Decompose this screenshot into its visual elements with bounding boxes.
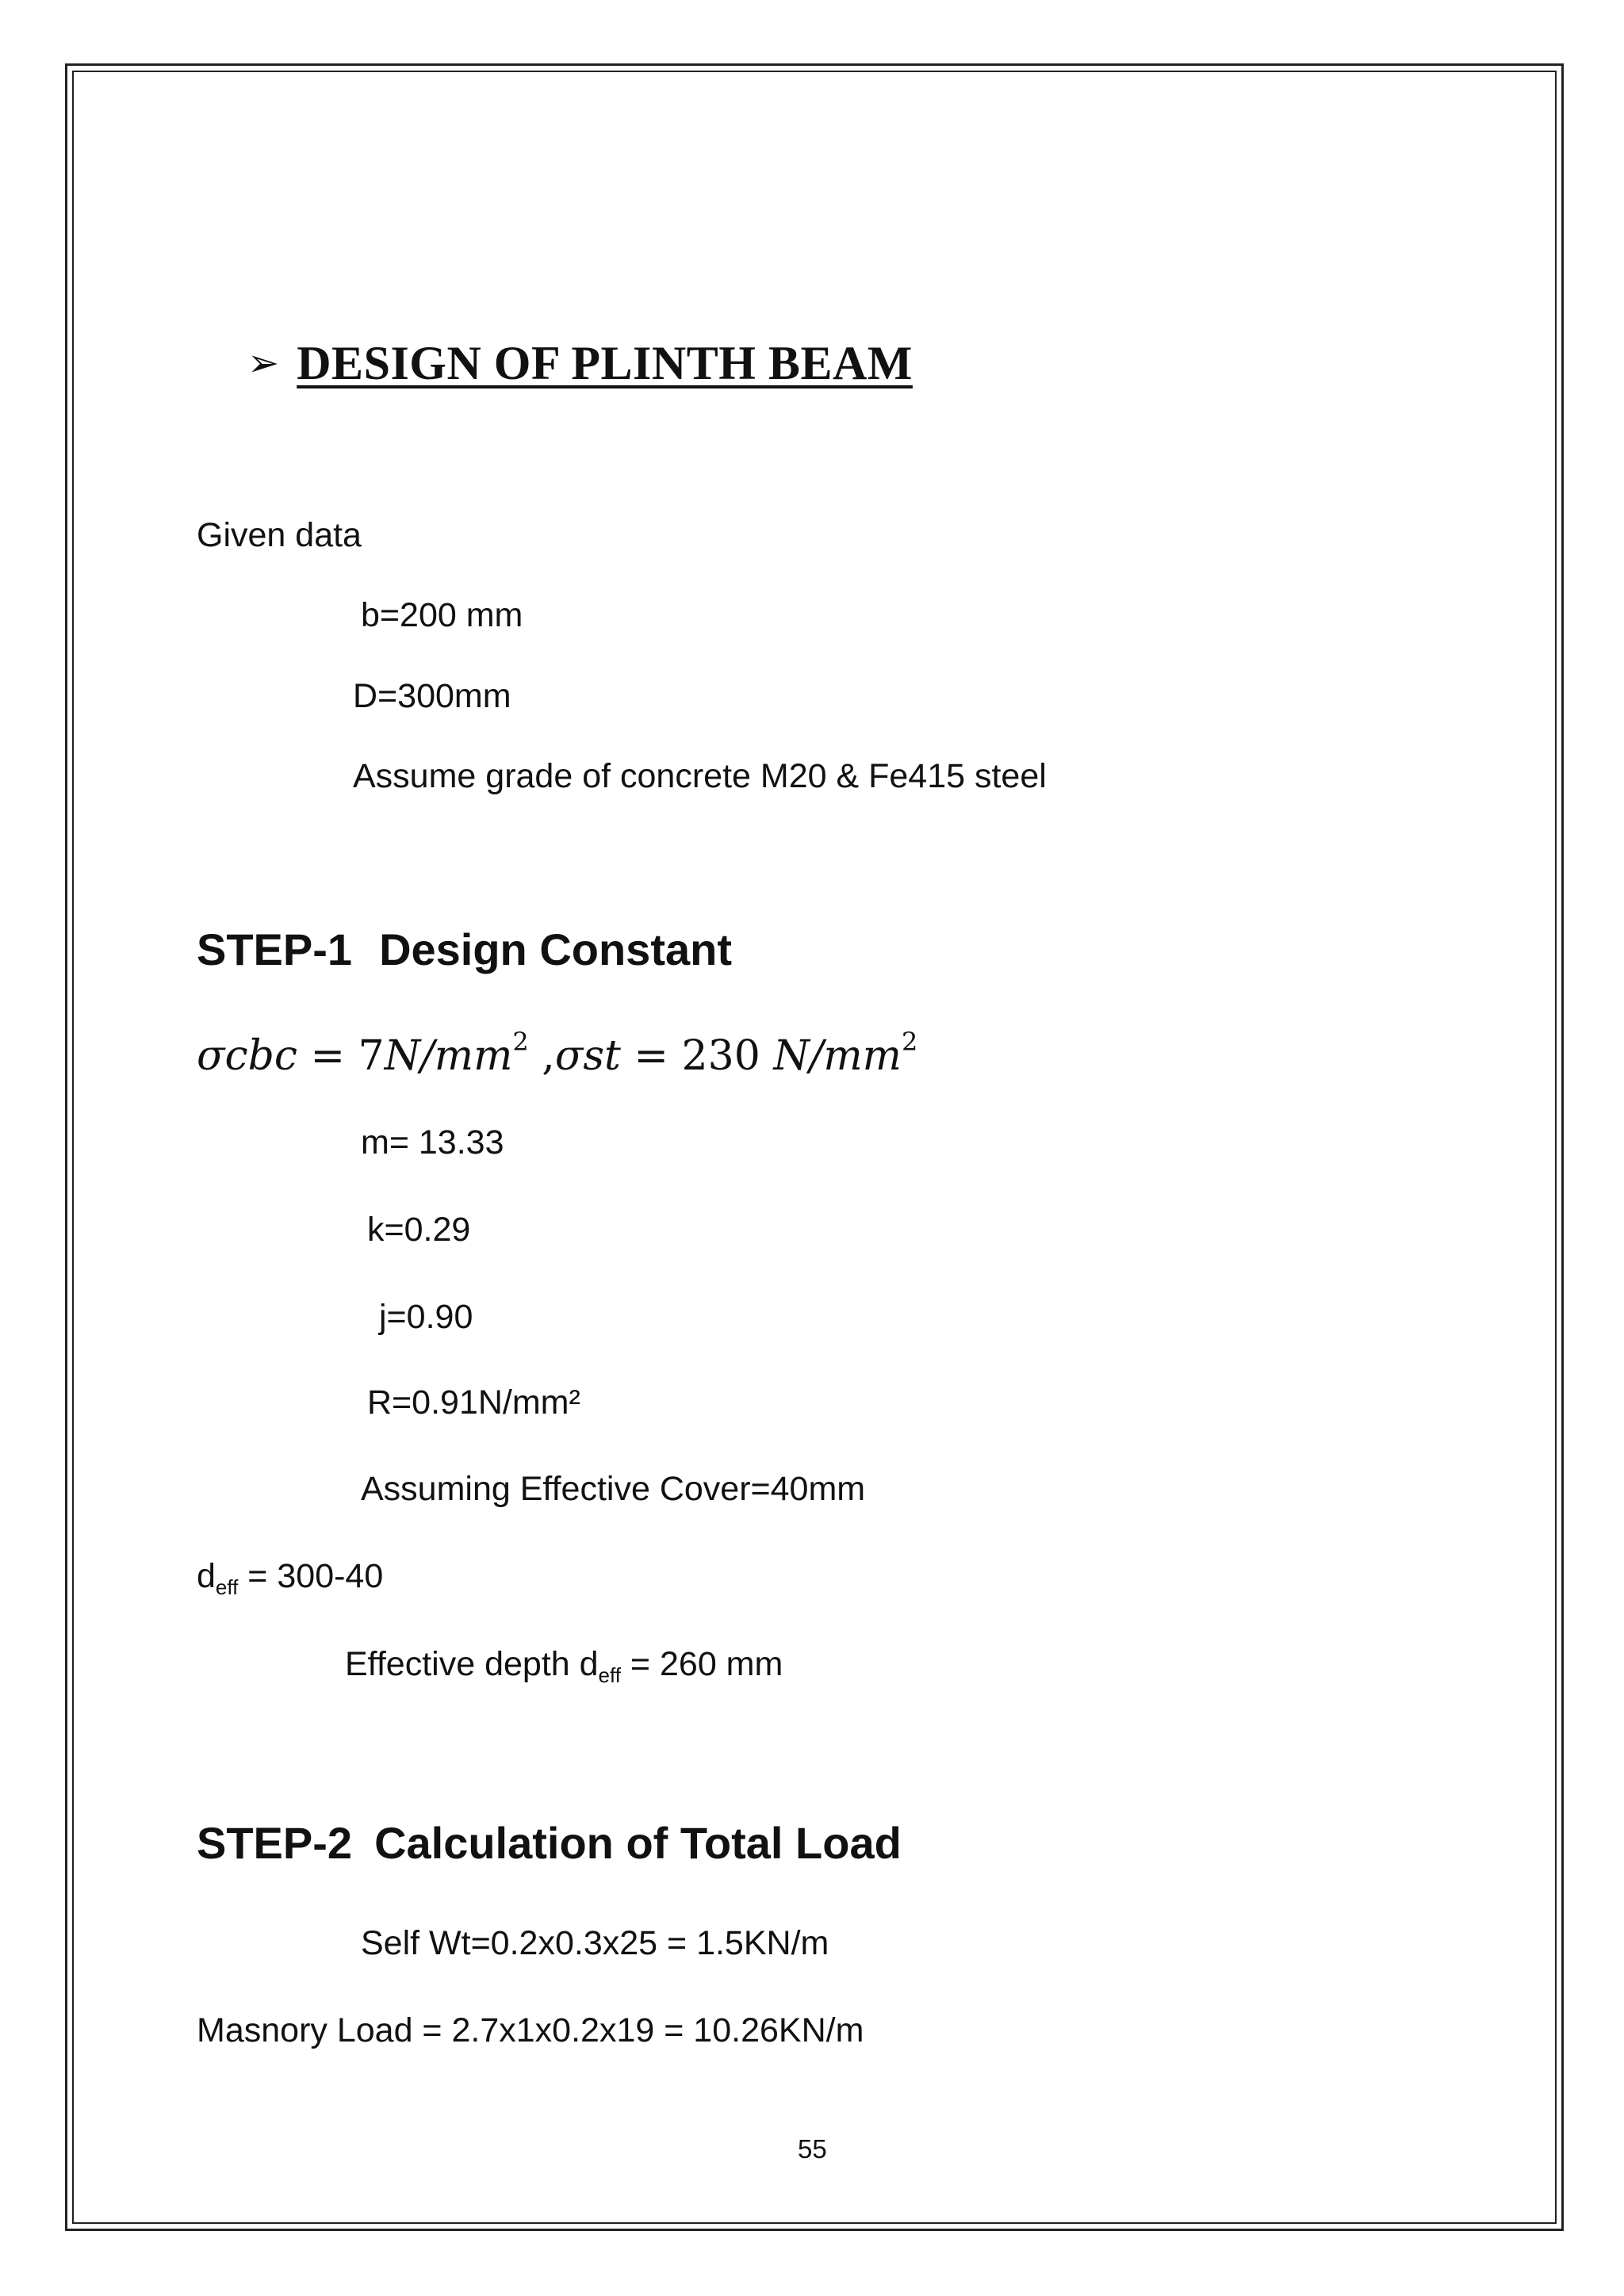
effective-cover: Assuming Effective Cover=40mm	[361, 1470, 866, 1508]
deff-expression: = 300-40	[238, 1557, 384, 1595]
page-number: 55	[798, 2134, 827, 2164]
step1-heading	[197, 924, 732, 974]
deff-subscript: eff	[215, 1575, 239, 1599]
sigma-st-exponent: 2	[901, 1027, 918, 1057]
lever-arm-factor: j=0.90	[379, 1298, 473, 1336]
section-heading	[247, 331, 913, 395]
given-depth: D=300mm	[353, 677, 511, 715]
effective-depth-value: = 260 mm	[620, 1645, 783, 1683]
equals-sign: =	[297, 1032, 358, 1080]
sigma-st-value: 230	[681, 1032, 774, 1080]
given-assumption: Assume grade of concrete M20 & Fe415 steel	[353, 757, 1047, 795]
given-width: b=200 mm	[361, 596, 523, 634]
neutral-axis-factor: k=0.29	[367, 1211, 471, 1249]
given-data-label: Given data	[197, 516, 362, 554]
deff-symbol: d	[197, 1557, 216, 1595]
masonry-load: Masnory Load = 2.7x1x0.2x19 = 10.26KN/m	[197, 2011, 864, 2049]
stress-formula	[197, 1027, 918, 1080]
step2-heading	[197, 1818, 902, 1868]
formula-separator: ,	[528, 1032, 555, 1080]
sigma-st-unit: N/mm	[773, 1032, 902, 1080]
effective-depth-label: Effective depth d	[345, 1645, 599, 1683]
sigma-cbc-unit: N/mm	[384, 1032, 513, 1080]
step1-title: Design Constant	[379, 924, 732, 974]
sigma-cbc-symbol: σcbc	[197, 1032, 298, 1080]
sigma-cbc-exponent: 2	[512, 1027, 529, 1057]
equals-sign: =	[620, 1032, 682, 1080]
arrow-bullet-icon: ➢	[247, 341, 280, 385]
effective-depth-subscript: eff	[598, 1663, 621, 1687]
effective-depth-result	[345, 1645, 783, 1687]
step1-number: STEP-1	[197, 924, 353, 974]
sigma-st-symbol: σst	[554, 1032, 621, 1080]
sigma-cbc-value: 7	[358, 1032, 385, 1080]
step2-title: Calculation of Total Load	[374, 1818, 902, 1868]
step2-number: STEP-2	[197, 1818, 353, 1868]
section-title: DESIGN OF PLINTH BEAM	[297, 336, 913, 389]
modular-ratio: m= 13.33	[361, 1123, 504, 1161]
self-weight-load: Self Wt=0.2x0.3x25 = 1.5KN/m	[361, 1924, 829, 1962]
effective-depth-calc	[197, 1557, 384, 1599]
moment-resistance-factor: R=0.91N/mm²	[367, 1383, 580, 1422]
